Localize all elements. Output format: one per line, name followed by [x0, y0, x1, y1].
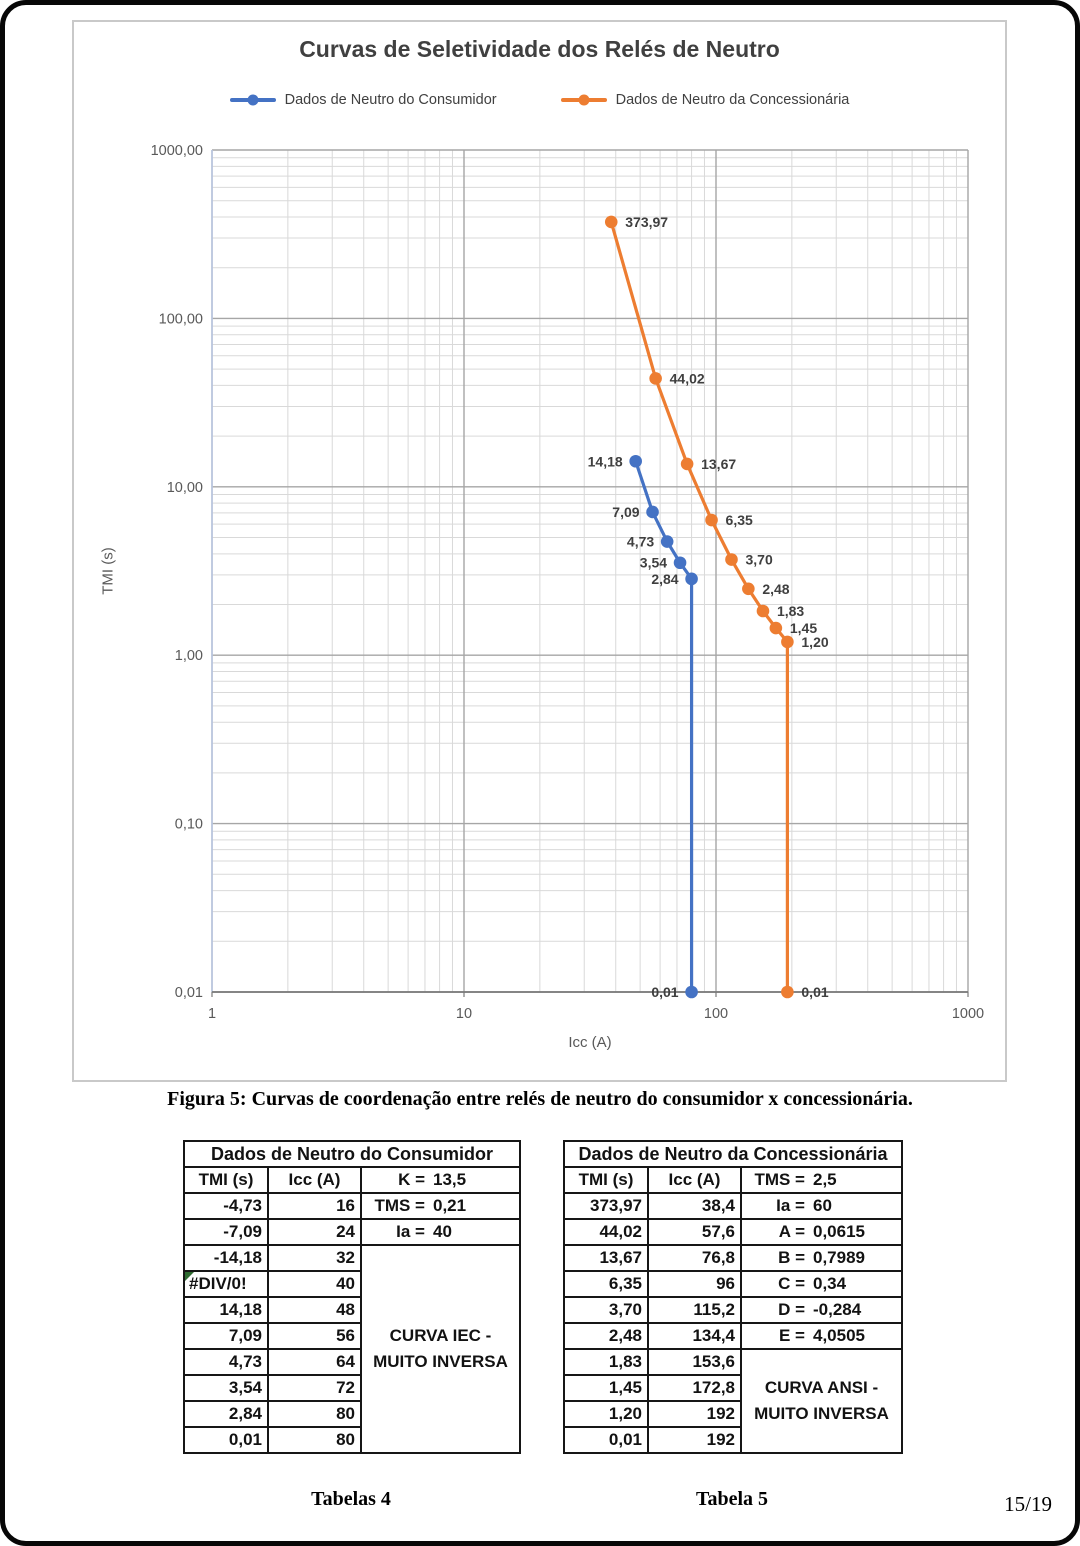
- cell-tmi: 13,67: [564, 1245, 648, 1271]
- table-title: Dados de Neutro do Consumidor: [184, 1141, 520, 1167]
- x-tick-label: 100: [703, 1006, 729, 1022]
- data-label: 0,01: [651, 984, 679, 1000]
- table-row: [184, 1219, 520, 1245]
- table-row: [564, 1245, 902, 1271]
- y-tick-label: 0,10: [174, 816, 203, 833]
- cell-icc: 56: [268, 1323, 361, 1349]
- x-tick-label: 1000: [951, 1006, 985, 1022]
- data-label: 0,01: [801, 984, 829, 1000]
- cell-icc: 134,4: [648, 1323, 741, 1349]
- data-label: 1,83: [776, 603, 805, 620]
- cell-param: B = 0,7989: [741, 1245, 902, 1271]
- cell-tmi: #DIV/0!: [184, 1271, 268, 1297]
- legend-label: Dados de Neutro do Consumidor: [284, 92, 497, 108]
- cell-icc: 76,8: [648, 1245, 741, 1271]
- cell-icc: 32: [268, 1245, 361, 1271]
- cell-icc: 192: [648, 1427, 741, 1453]
- data-point: [685, 986, 698, 999]
- x-axis-title: Icc (A): [568, 1034, 612, 1051]
- cell-tmi: 0,01: [564, 1427, 648, 1453]
- table-row: [564, 1219, 902, 1245]
- table-header-row: [184, 1167, 520, 1193]
- x-tick-label: 10: [455, 1006, 473, 1022]
- cell-tmi: 44,02: [564, 1219, 648, 1245]
- table-row: [184, 1193, 520, 1219]
- column-header: TMI (s): [184, 1167, 268, 1193]
- cell-param: A = 0,0615: [741, 1219, 902, 1245]
- cell-icc: 38,4: [648, 1193, 741, 1219]
- data-point: [705, 514, 718, 527]
- column-header: Icc (A): [268, 1167, 361, 1193]
- figure-caption: Figura 5: Curvas de coordenação entre relés de neutro do consumidor x concessionária.: [167, 1088, 913, 1110]
- cell-tmi: 14,18: [184, 1297, 268, 1323]
- cell-tmi: 3,54: [184, 1375, 268, 1401]
- data-point: [674, 556, 687, 569]
- data-point: [629, 455, 642, 468]
- data-label: 44,02: [669, 370, 705, 387]
- data-label: 6,35: [725, 512, 753, 529]
- data-point: [725, 553, 738, 566]
- cell-icc: 192: [648, 1401, 741, 1427]
- cell-merged-curve: CURVA IEC - MUITO INVERSA: [361, 1245, 520, 1453]
- data-label: 373,97: [625, 213, 669, 230]
- y-tick-label: 1000,00: [150, 143, 203, 159]
- cell-tmi: 2,48: [564, 1323, 648, 1349]
- cell-param: C = 0,34: [741, 1271, 902, 1297]
- table-row: [564, 1323, 902, 1349]
- column-header: TMI (s): [564, 1167, 648, 1193]
- data-table: [183, 1140, 521, 1454]
- data-point: [757, 605, 770, 618]
- table-title-row: [184, 1141, 520, 1167]
- data-point: [605, 216, 618, 229]
- cell-tmi: 1,20: [564, 1401, 648, 1427]
- data-label: 2,48: [762, 580, 790, 597]
- cell-tmi: 0,01: [184, 1427, 268, 1453]
- cell-tmi: 3,70: [564, 1297, 648, 1323]
- cell-param: E = 4,0505: [741, 1323, 902, 1349]
- table-row: [564, 1193, 902, 1219]
- cell-icc: 16: [268, 1193, 361, 1219]
- data-point: [770, 622, 783, 635]
- cell-icc: 153,6: [648, 1349, 741, 1375]
- cell-param: TMS = 0,21: [361, 1193, 520, 1219]
- cell-param: K = 13,5: [361, 1167, 520, 1193]
- table-title-row: [564, 1141, 902, 1167]
- cell-icc: 96: [648, 1271, 741, 1297]
- cell-tmi: -7,09: [184, 1219, 268, 1245]
- utility-neutral-table: [563, 1140, 903, 1454]
- cell-icc: 57,6: [648, 1219, 741, 1245]
- cell-tmi: -4,73: [184, 1193, 268, 1219]
- data-label: 1,20: [801, 633, 829, 650]
- selectivity-chart-frame: [72, 20, 1007, 1082]
- cell-icc: 24: [268, 1219, 361, 1245]
- data-point: [646, 506, 659, 519]
- cell-tmi: 1,45: [564, 1375, 648, 1401]
- data-point: [649, 372, 662, 385]
- cell-icc: 40: [268, 1271, 361, 1297]
- cell-icc: 115,2: [648, 1297, 741, 1323]
- data-point: [742, 582, 755, 595]
- y-tick-label: 0,01: [174, 985, 203, 1001]
- cell-icc: 72: [268, 1375, 361, 1401]
- data-point: [661, 535, 674, 548]
- cell-param: Ia = 60: [741, 1193, 902, 1219]
- data-point: [781, 636, 794, 649]
- data-label: 4,73: [626, 533, 655, 550]
- legend-label: Dados de Neutro da Concessionária: [615, 92, 850, 108]
- table5-caption: Tabela 5: [695, 1488, 769, 1510]
- consumer-neutral-table: [183, 1140, 521, 1454]
- data-label: 7,09: [612, 503, 640, 520]
- cell-icc: 48: [268, 1297, 361, 1323]
- cell-tmi: 6,35: [564, 1271, 648, 1297]
- y-tick-label: 100,00: [158, 311, 203, 328]
- data-point: [685, 573, 698, 586]
- table-row: [564, 1297, 902, 1323]
- cell-tmi: 1,83: [564, 1349, 648, 1375]
- data-label: 3,70: [745, 551, 773, 568]
- data-label: 13,67: [701, 455, 737, 472]
- data-point: [681, 458, 694, 471]
- y-tick-label: 1,00: [174, 648, 203, 665]
- data-label: 1,45: [789, 620, 818, 637]
- x-tick-label: 1: [207, 1006, 217, 1022]
- selectivity-chart: [74, 22, 1009, 1084]
- data-table: [563, 1140, 903, 1454]
- data-label: 2,84: [651, 570, 679, 587]
- cell-param: Ia = 40: [361, 1219, 520, 1245]
- cell-icc: 172,8: [648, 1375, 741, 1401]
- chart-title: Curvas de Seletividade dos Relés de Neutro: [299, 36, 780, 62]
- data-label: 3,54: [639, 554, 668, 571]
- table-title: Dados de Neutro da Concessionária: [564, 1141, 902, 1167]
- cell-tmi: 2,84: [184, 1401, 268, 1427]
- data-label: 14,18: [587, 453, 623, 470]
- cell-merged-curve: CURVA ANSI - MUITO INVERSA: [741, 1349, 902, 1453]
- cell-tmi: -14,18: [184, 1245, 268, 1271]
- y-axis-title: TMI (s): [99, 547, 117, 595]
- cell-icc: 64: [268, 1349, 361, 1375]
- cell-icc: 80: [268, 1401, 361, 1427]
- table4-caption: Tabelas 4: [311, 1488, 391, 1510]
- page-number: 15/19: [1004, 1492, 1052, 1516]
- cell-tmi: 373,97: [564, 1193, 648, 1219]
- cell-icc: 80: [268, 1427, 361, 1453]
- table-header-row: [564, 1167, 902, 1193]
- data-point: [781, 986, 794, 999]
- cell-param: D = -0,284: [741, 1297, 902, 1323]
- cell-tmi: 4,73: [184, 1349, 268, 1375]
- cell-param: TMS = 2,5: [741, 1167, 902, 1193]
- table-row: [184, 1245, 520, 1271]
- table-row: [564, 1349, 902, 1375]
- cell-tmi: 7,09: [184, 1323, 268, 1349]
- y-tick-label: 10,00: [166, 479, 203, 496]
- column-header: Icc (A): [648, 1167, 741, 1193]
- table-row: [564, 1271, 902, 1297]
